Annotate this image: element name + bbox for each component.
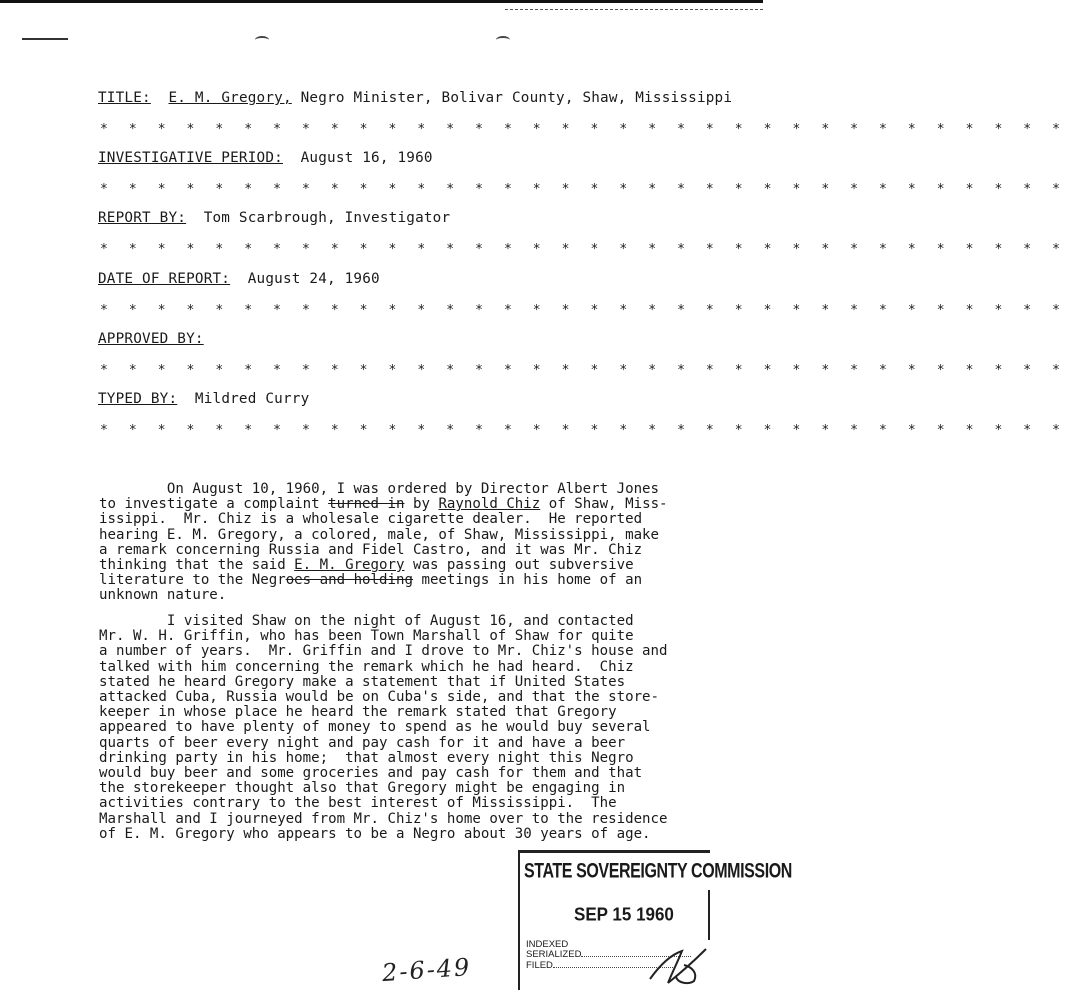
report-by-label: REPORT BY: bbox=[98, 210, 187, 226]
text-line: literature to the Negroes and holding meetings in his home of an bbox=[99, 572, 643, 589]
star-divider: * * * * * * * * * * * * * * * * * * * * * * * * * * * * * * * * * * bbox=[100, 363, 1067, 378]
text-line: the storekeeper thought also that Gregory might be engaging in bbox=[99, 780, 626, 797]
text-line: of E. M. Gregory who appears to be a Negro about 30 years of age. bbox=[99, 825, 651, 842]
text-line: On August 10, 1960, I was ordered by Director Albert Jones bbox=[99, 481, 660, 497]
stamp-right-rule bbox=[708, 890, 710, 940]
star-divider: * * * * * * * * * * * * * * * * * * * * * * * * * * * * * * * * * * bbox=[100, 423, 1067, 438]
top-dashed-line bbox=[505, 9, 763, 10]
stamp-title: STATE SOVEREIGNTY COMMISSION bbox=[524, 860, 792, 883]
stamp-field-serialized: SERIALIZED bbox=[526, 949, 691, 960]
text-line: stated he heard Gregory make a statement that if United States bbox=[99, 673, 626, 690]
period-value: August 16, 1960 bbox=[282, 150, 433, 166]
report-by-line bbox=[98, 210, 450, 226]
date-line bbox=[98, 271, 380, 287]
title-label: TITLE: bbox=[98, 90, 151, 106]
text-line: Marshall and I journeyed from Mr. Chiz's home over to the residence bbox=[99, 810, 668, 827]
approved-line bbox=[98, 331, 204, 347]
text-line: issippi. Mr. Chiz is a wholesale cigarette dealer. He reported bbox=[99, 511, 643, 528]
text-line: thinking that the said E. M. Gregory was passing out subversive bbox=[99, 557, 634, 574]
star-divider: * * * * * * * * * * * * * * * * * * * * * * * * * * * * * * * * * * bbox=[100, 182, 1067, 197]
margin-mark bbox=[22, 38, 68, 40]
punch-hole-mark bbox=[496, 36, 510, 44]
text-line: keeper in whose place he heard the remark stated that Gregory bbox=[99, 704, 617, 721]
punch-hole-mark bbox=[255, 36, 269, 44]
period-label: INVESTIGATIVE PERIOD: bbox=[98, 150, 283, 166]
text-line: a remark concerning Russia and Fidel Castro, and it was Mr. Chiz bbox=[99, 541, 643, 558]
date-label: DATE OF REPORT: bbox=[98, 271, 231, 287]
subject-name: E. M. Gregory, bbox=[168, 90, 292, 106]
text-line: a number of years. Mr. Griffin and I drove to Mr. Chiz's house and bbox=[99, 643, 668, 660]
date-value: August 24, 1960 bbox=[230, 271, 380, 287]
text-line: quarts of beer every night and pay cash for it and have a beer bbox=[99, 734, 626, 751]
report-by-value: Tom Scarbrough, Investigator bbox=[186, 210, 451, 226]
text-line: to investigate a complaint turned in by Raynold Chiz of Shaw, Miss- bbox=[99, 496, 668, 513]
typed-value: Mildred Curry bbox=[177, 391, 310, 407]
stamp-top-rule bbox=[520, 850, 710, 853]
stamp-date: SEP 15 1960 bbox=[574, 904, 674, 925]
star-divider: * * * * * * * * * * * * * * * * * * * * * * * * * * * * * * * * * * bbox=[100, 242, 1067, 257]
paragraph-2 bbox=[99, 614, 719, 842]
title-text: Negro Minister, Bolivar County, Shaw, Mississippi bbox=[291, 90, 733, 106]
text-line: Mr. W. H. Griffin, who has been Town Marshall of Shaw for quite bbox=[99, 628, 634, 645]
text-line: activities contrary to the best interest of Mississippi. The bbox=[99, 795, 617, 812]
stamp-field-filed: FILED bbox=[526, 960, 675, 971]
period-line bbox=[98, 150, 433, 166]
stamp-field-indexed: INDEXED bbox=[526, 939, 569, 950]
struck-text: turned in bbox=[328, 496, 405, 513]
text-line: talked with him concerning the remark which he had heard. Chiz bbox=[99, 658, 634, 675]
approved-label: APPROVED BY: bbox=[98, 331, 204, 347]
handwritten-initials-mark bbox=[648, 945, 710, 987]
text-line: I visited Shaw on the night of August 16, and contacted bbox=[99, 613, 634, 629]
text-line: appeared to have plenty of money to spend as he would buy several bbox=[99, 719, 651, 736]
underlined-name: Raynold Chiz bbox=[438, 496, 541, 513]
struck-text: oes and holding bbox=[285, 572, 413, 589]
text-line: attacked Cuba, Russia would be on Cuba's side, and that the store- bbox=[99, 689, 660, 706]
star-divider: * * * * * * * * * * * * * * * * * * * * * * * * * * * * * * * * * * bbox=[100, 122, 1067, 137]
title-line bbox=[98, 90, 732, 106]
top-border-line bbox=[0, 0, 763, 3]
typed-label: TYPED BY: bbox=[98, 391, 178, 407]
star-divider: * * * * * * * * * * * * * * * * * * * * * * * * * * * * * * * * * * bbox=[100, 303, 1067, 318]
paragraph-1 bbox=[99, 482, 719, 604]
text-line: unknown nature. bbox=[99, 587, 227, 604]
underlined-name: E. M. Gregory bbox=[294, 557, 405, 574]
text-line: drinking party in his home; that almost every night this Negro bbox=[99, 749, 634, 766]
text-line: hearing E. M. Gregory, a colored, male, of Shaw, Mississippi, make bbox=[99, 526, 660, 543]
typed-line bbox=[98, 391, 309, 407]
handwritten-file-number: 2-6-49 bbox=[381, 952, 473, 988]
text-line: would buy beer and some groceries and pay cash for them and that bbox=[99, 765, 643, 782]
